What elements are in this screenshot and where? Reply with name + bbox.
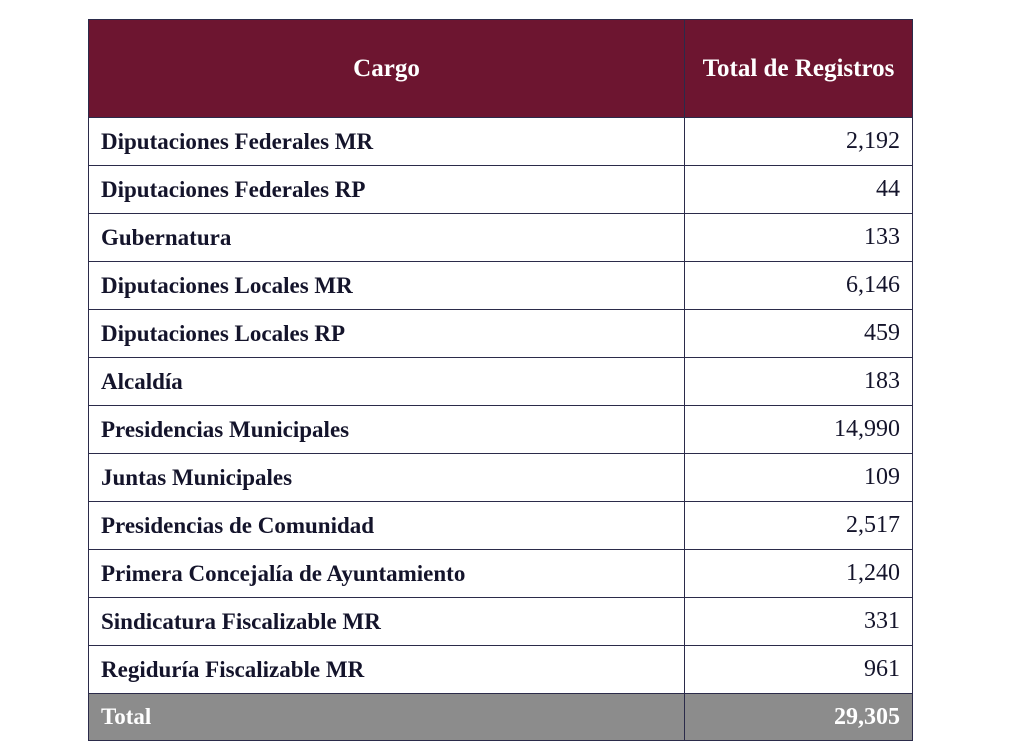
cell-cargo: Diputaciones Locales MR	[89, 262, 685, 310]
table-row	[89, 262, 913, 310]
column-header-cargo: Cargo	[89, 20, 685, 118]
table-row	[89, 646, 913, 694]
table-row	[89, 358, 913, 406]
cell-cargo: Regiduría Fiscalizable MR	[89, 646, 685, 694]
registros-table	[88, 19, 913, 741]
cell-cargo: Diputaciones Federales MR	[89, 118, 685, 166]
table-row	[89, 454, 913, 502]
cell-cargo: Primera Concejalía de Ayuntamiento	[89, 550, 685, 598]
cell-total: 331	[685, 598, 913, 646]
cell-total: 2,517	[685, 502, 913, 550]
cell-cargo: Diputaciones Federales RP	[89, 166, 685, 214]
cell-cargo: Diputaciones Locales RP	[89, 310, 685, 358]
table-row	[89, 406, 913, 454]
cell-total: 2,192	[685, 118, 913, 166]
table-row	[89, 118, 913, 166]
cell-total: 459	[685, 310, 913, 358]
table-row	[89, 166, 913, 214]
table-row	[89, 550, 913, 598]
table-body	[89, 118, 913, 741]
cell-total: 961	[685, 646, 913, 694]
header-row	[89, 20, 913, 118]
cell-cargo: Gubernatura	[89, 214, 685, 262]
table-row	[89, 310, 913, 358]
table-total-row	[89, 694, 913, 741]
cell-cargo: Presidencias Municipales	[89, 406, 685, 454]
cell-total: 6,146	[685, 262, 913, 310]
cell-total: 133	[685, 214, 913, 262]
column-header-total: Total de Registros	[685, 20, 913, 118]
cell-total: 183	[685, 358, 913, 406]
table-header	[89, 20, 913, 118]
cell-total-label: Total	[89, 694, 685, 741]
table-row	[89, 214, 913, 262]
cell-total: 109	[685, 454, 913, 502]
cell-cargo: Sindicatura Fiscalizable MR	[89, 598, 685, 646]
table-row	[89, 502, 913, 550]
cell-cargo: Juntas Municipales	[89, 454, 685, 502]
cell-cargo: Alcaldía	[89, 358, 685, 406]
cell-total-value: 29,305	[685, 694, 913, 741]
cell-total: 1,240	[685, 550, 913, 598]
cell-total: 14,990	[685, 406, 913, 454]
cell-total: 44	[685, 166, 913, 214]
table-row	[89, 598, 913, 646]
cell-cargo: Presidencias de Comunidad	[89, 502, 685, 550]
